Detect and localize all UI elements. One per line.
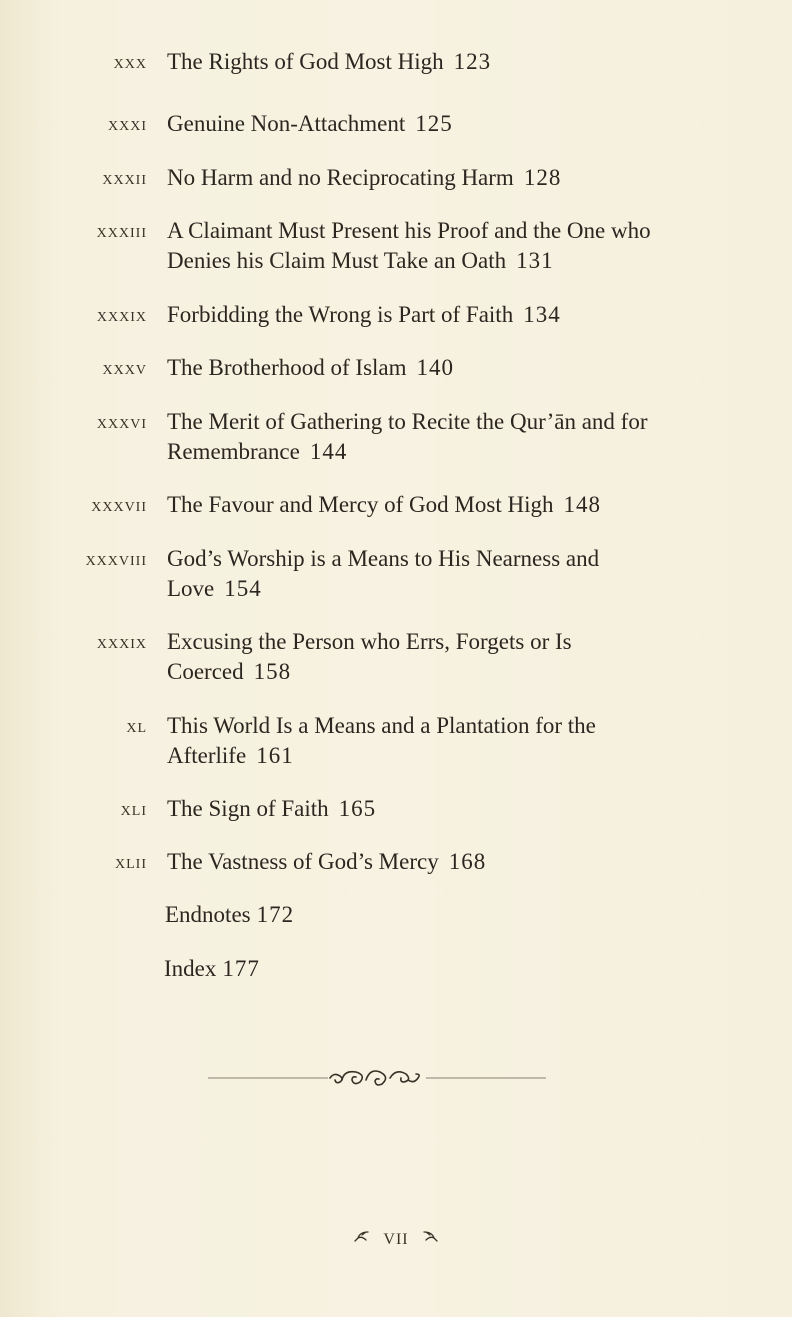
page-number: 177 (222, 956, 260, 981)
chapter-number: xl (126, 715, 147, 737)
chapter-title-line (167, 300, 727, 330)
chapter-title: The Vastness of God’s Mercy (167, 849, 439, 874)
page-number: 165 (338, 796, 377, 821)
chapter-title-line (167, 490, 727, 520)
page-number: 172 (256, 902, 295, 927)
chapter-number: xxxix (96, 304, 147, 326)
chapter-title: The Sign of Faith (167, 796, 329, 821)
chapter-title: The Favour and Mercy of God Most High (167, 492, 554, 517)
chapter-number: xlii (115, 851, 147, 873)
chapter-number: xxxi (108, 113, 147, 135)
chapter-title: Excusing the Person who Errs, Forgets or Is Coerced (167, 629, 572, 684)
chapter-number: xxxvii (91, 494, 147, 516)
chapter-title: A Claimant Must Present his Proof and the One who Denies his Claim Must Take an Oath (167, 218, 651, 273)
page-number: 125 (415, 111, 453, 136)
chapter-title: No Harm and no Reciprocating Harm (167, 165, 514, 190)
chapter-title-line (167, 544, 647, 604)
page-number: 140 (416, 355, 455, 380)
chapter-title-line (167, 711, 617, 771)
chapter-number: xxxix (96, 631, 147, 653)
chapter-title-line (167, 216, 697, 276)
chapter-number: xxxii (102, 167, 147, 189)
ornament-left-icon (354, 1230, 370, 1249)
page-number: 123 (453, 49, 492, 74)
folio (0, 1230, 792, 1249)
chapter-number: xli (120, 798, 147, 820)
chapter-title-line (167, 353, 727, 383)
chapter-title: God’s Worship is a Means to His Nearness and Love (167, 546, 600, 601)
scroll-ornament-icon (208, 1066, 546, 1090)
chapter-title: The Rights of God Most High (167, 49, 444, 74)
chapter-number: xxxiii (96, 220, 147, 242)
chapter-title: This World Is a Means and a Plantation for the Afterlife (167, 713, 596, 768)
chapter-title-line (167, 47, 727, 77)
page-number: 128 (523, 165, 562, 190)
page-number: 158 (253, 659, 292, 684)
chapter-number: xxx (113, 51, 147, 73)
endnotes-title: Endnotes (165, 902, 251, 927)
chapter-title-line (167, 109, 727, 139)
chapter-title-line (167, 163, 727, 193)
chapter-title-line (167, 794, 727, 824)
index-title: Index (164, 956, 217, 981)
ornament-right-icon (422, 1230, 438, 1249)
page-number: 144 (309, 439, 348, 464)
chapter-title-line (167, 627, 627, 687)
page-number: 148 (563, 492, 601, 517)
page-number: 134 (523, 302, 561, 327)
chapter-title: The Brotherhood of Islam (167, 355, 407, 380)
chapter-title: Genuine Non-Attachment (167, 111, 406, 136)
page-number: 154 (224, 576, 262, 601)
chapter-title: The Merit of Gathering to Recite the Qur’ān and for Remembrance (167, 409, 648, 464)
chapter-title-line (164, 954, 724, 984)
chapter-number: xxxv (102, 357, 147, 379)
chapter-title-line (165, 900, 725, 930)
page-number: 161 (256, 743, 294, 768)
chapter-title-line (167, 847, 727, 877)
chapter-number: xxxviii (85, 548, 147, 570)
chapter-title: Forbidding the Wrong is Part of Faith (167, 302, 514, 327)
folio-page-number: VII (383, 1230, 409, 1248)
page-number: 131 (516, 248, 554, 273)
chapter-title-line (167, 407, 667, 467)
page-number: 168 (448, 849, 487, 874)
chapter-number: xxxvi (96, 411, 147, 433)
